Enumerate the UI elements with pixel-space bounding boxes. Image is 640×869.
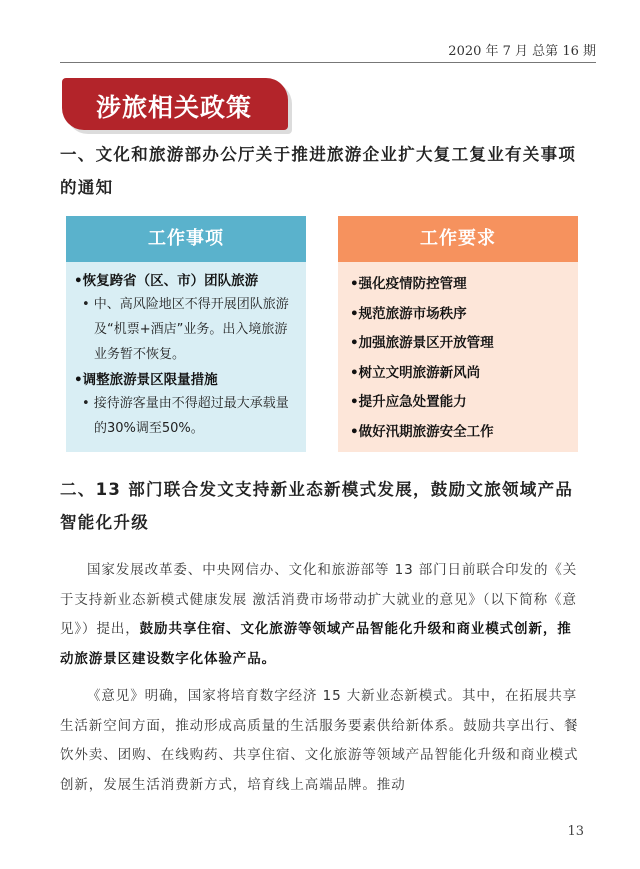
work-requirements-box xyxy=(338,216,578,452)
banner-background xyxy=(62,78,288,130)
header-divider xyxy=(60,62,596,63)
work-item-heading: •恢复跨省（区、市）团队旅游 xyxy=(74,273,259,289)
work-item-heading: •调整旅游景区限量措施 xyxy=(74,372,218,388)
banner-title: 涉旅相关政策 xyxy=(96,93,253,122)
requirement-item: •提升应急处置能力 xyxy=(350,394,467,410)
issue-header: 2020 年 7 月 总第 16 期 xyxy=(448,44,596,59)
paragraph-emphasis: 鼓励共享住宿、文化旅游等领域产品智能化升级和商业模式创新，推动旅游景区建设数字化体验产品。 xyxy=(60,621,572,667)
work-item-detail: • 中、高风险地区不得开展团队旅游及“机票+酒店”业务。出入境旅游业务暂不恢复。 xyxy=(82,297,289,362)
requirement-item: •做好汛期旅游安全工作 xyxy=(350,423,494,440)
section2-title: 二、13 部门联合发文支持新业态新模式发展，鼓励文旅领域产品智能化升级 xyxy=(60,480,574,532)
work-item-detail: • 接待游客量由不得超过最大承载量的30%调至50%。 xyxy=(82,396,289,436)
section-banner xyxy=(62,78,288,130)
requirement-item: •强化疫情防控管理 xyxy=(350,276,467,292)
page-number: 13 xyxy=(567,824,584,839)
paragraph-text: 国家发展改革委、中央网信办、文化和旅游部等 13 部门日前联合印发的《关于支持新业态新模式健康发展 激活消费市场带动扩大就业的意见》（以下简称《意见》）提出， xyxy=(60,562,578,637)
work-requirements-title: 工作要求 xyxy=(338,216,578,262)
body-paragraph-2: 《意见》明确，国家将培育数字经济 15 大新业态新模式。其中，在拓展共享生活新空间方面，推动形成高质量的生活服务要素供给新体系。鼓励共享出行、餐饮外卖、团购、在线购药、共享住宿、文化旅游等领域产品智能化升级和商业模式创新，发展生活消费新方式，培育线上高端品牌。推动 xyxy=(60,688,579,793)
work-requirements-list xyxy=(338,262,578,447)
work-items-title: 工作事项 xyxy=(66,216,306,262)
requirement-item: •树立文明旅游新风尚 xyxy=(350,364,481,381)
work-items-box xyxy=(66,216,306,452)
requirement-item: •加强旅游景区开放管理 xyxy=(350,335,494,351)
section1-title: 一、文化和旅游部办公厅关于推进旅游企业扩大复工复业有关事项的通知 xyxy=(60,145,577,197)
work-items-list xyxy=(66,262,306,441)
requirement-item: •规范旅游市场秩序 xyxy=(350,305,467,322)
body-paragraph-1 xyxy=(60,556,582,674)
